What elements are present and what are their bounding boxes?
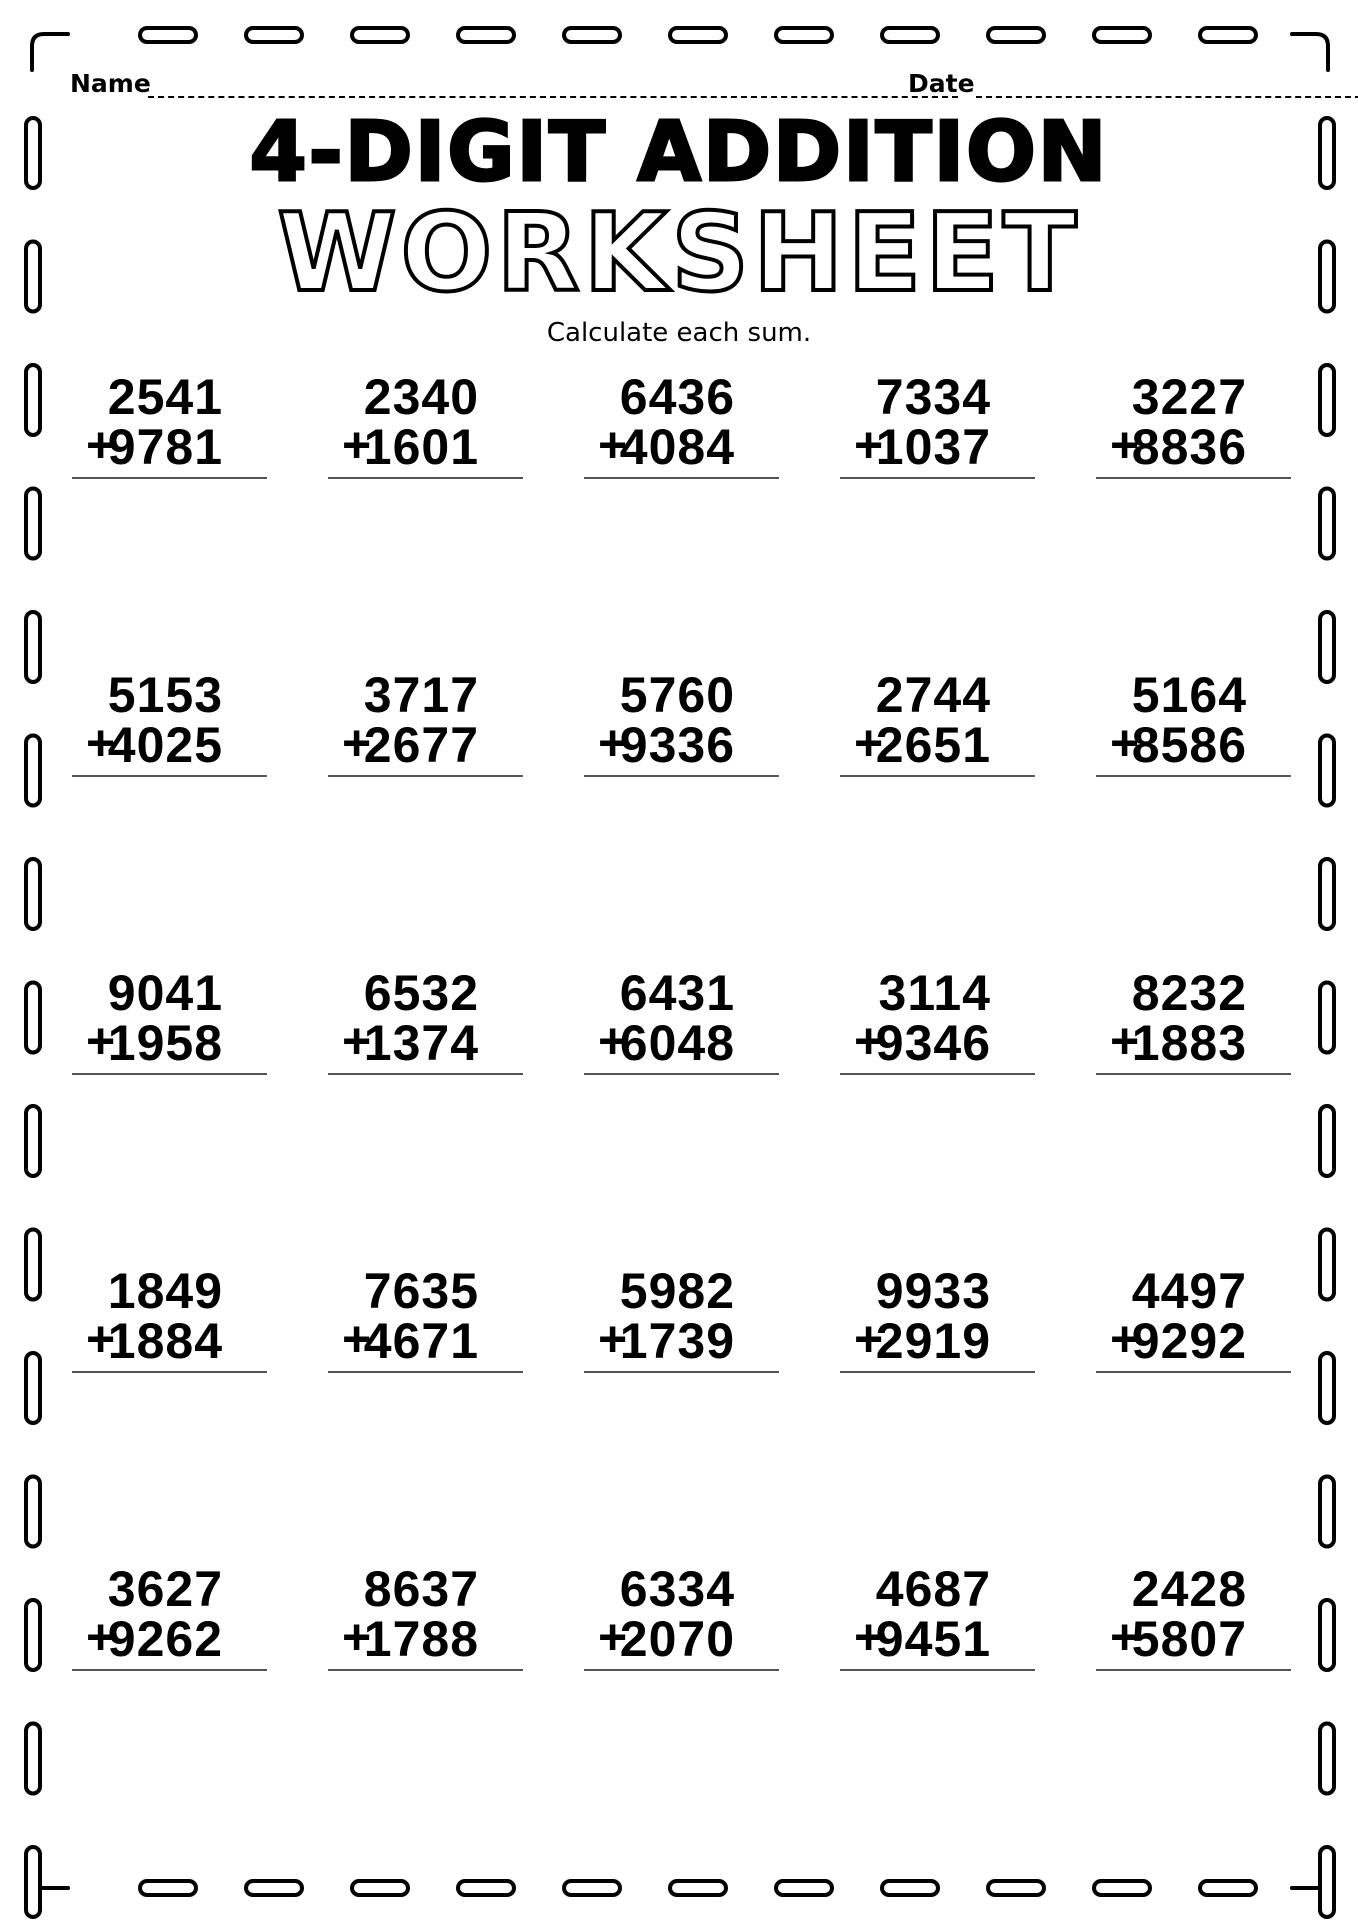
plus-sign: + <box>342 417 372 473</box>
border-dash <box>26 736 40 806</box>
top-addend: 5982 <box>619 1263 735 1319</box>
border-dash <box>458 28 514 42</box>
corner-bottom-right <box>1292 1852 1328 1888</box>
addition-problem <box>328 964 523 1180</box>
addition-problem <box>840 666 1035 882</box>
plus-sign: + <box>86 1609 116 1665</box>
border-dash <box>26 1600 40 1670</box>
border-dash <box>1320 489 1334 559</box>
corner-top-left <box>32 34 68 70</box>
top-addend: 4497 <box>1131 1263 1247 1319</box>
bottom-addend: 8586 <box>1131 717 1247 773</box>
border-dash <box>882 1881 938 1895</box>
answer-line[interactable] <box>584 1669 779 1671</box>
border-dash <box>1200 1881 1256 1895</box>
bottom-addend: 2651 <box>875 717 991 773</box>
border-dash <box>1094 1881 1150 1895</box>
border-dash <box>26 612 40 682</box>
top-addend: 9933 <box>875 1263 991 1319</box>
top-addend: 6436 <box>619 369 735 425</box>
border-dash <box>564 28 620 42</box>
top-addend: 2541 <box>107 369 223 425</box>
addition-problem <box>72 964 267 1180</box>
plus-sign: + <box>1110 1013 1140 1069</box>
addition-problem <box>584 368 779 584</box>
border-dash <box>776 1881 832 1895</box>
addition-problem <box>584 1560 779 1776</box>
addition-problem <box>840 1262 1035 1478</box>
addition-problem <box>840 368 1035 584</box>
border-dash <box>1320 983 1334 1053</box>
answer-line[interactable] <box>328 1371 523 1373</box>
bottom-addend: 9262 <box>107 1611 223 1667</box>
plus-sign: + <box>1110 1311 1140 1367</box>
bottom-addend: 2919 <box>875 1313 991 1369</box>
border-dash <box>352 28 408 42</box>
border-dash <box>140 1881 196 1895</box>
answer-line[interactable] <box>584 775 779 777</box>
addition-problem <box>72 666 267 882</box>
border-dash <box>26 365 40 435</box>
border-dash <box>1320 1600 1334 1670</box>
answer-line[interactable] <box>840 1073 1035 1075</box>
date-label: Date <box>908 69 975 98</box>
page-subtitle: WORKSHEET <box>277 191 1081 316</box>
answer-line[interactable] <box>328 775 523 777</box>
addition-problem <box>328 666 523 882</box>
bottom-addend: 9336 <box>619 717 735 773</box>
border-dash <box>988 28 1044 42</box>
answer-line[interactable] <box>840 1371 1035 1373</box>
plus-sign: + <box>1110 417 1140 473</box>
plus-sign: + <box>1110 715 1140 771</box>
top-addend: 9041 <box>107 965 223 1021</box>
top-addend: 3227 <box>1131 369 1247 425</box>
border-dash <box>1094 28 1150 42</box>
answer-line[interactable] <box>72 1371 267 1373</box>
top-addend: 5153 <box>107 667 223 723</box>
problem-grid <box>72 368 1294 1698</box>
page-title: 4-DIGIT ADDITION <box>249 105 1109 200</box>
top-addend: 5164 <box>1131 667 1247 723</box>
answer-line[interactable] <box>72 1669 267 1671</box>
name-label: Name <box>70 69 151 98</box>
border-dash <box>1200 28 1256 42</box>
plus-sign: + <box>342 1311 372 1367</box>
plus-sign: + <box>598 1609 628 1665</box>
addition-problem <box>72 1262 267 1478</box>
addition-problem <box>328 368 523 584</box>
addition-problem <box>584 1262 779 1478</box>
border-dash <box>26 859 40 929</box>
plus-sign: + <box>342 1609 372 1665</box>
top-addend: 1849 <box>107 1263 223 1319</box>
bottom-addend: 4084 <box>619 419 735 475</box>
addition-problem <box>328 1560 523 1776</box>
top-addend: 3114 <box>878 965 991 1021</box>
addition-problem <box>72 368 267 584</box>
border-dash <box>1320 1106 1334 1176</box>
plus-sign: + <box>598 1013 628 1069</box>
answer-line[interactable] <box>328 477 523 479</box>
answer-line[interactable] <box>1096 1371 1291 1373</box>
bottom-addend: 1788 <box>363 1611 479 1667</box>
border-dash <box>1320 1353 1334 1423</box>
bottom-addend: 1958 <box>107 1015 223 1071</box>
corner-bottom-left <box>32 1852 68 1888</box>
answer-line[interactable] <box>584 1073 779 1075</box>
border-dash <box>1320 1230 1334 1300</box>
plus-sign: + <box>854 1609 884 1665</box>
addition-problem <box>840 964 1035 1180</box>
border-dash <box>246 1881 302 1895</box>
border-dash <box>1320 736 1334 806</box>
border-dash <box>26 1230 40 1300</box>
plus-sign: + <box>598 1311 628 1367</box>
top-addend: 5760 <box>619 667 735 723</box>
instructions: Calculate each sum. <box>546 318 812 348</box>
top-addend: 7635 <box>363 1263 479 1319</box>
addition-problem <box>328 1262 523 1478</box>
answer-line[interactable] <box>328 1669 523 1671</box>
addition-problem <box>584 666 779 882</box>
top-addend: 7334 <box>875 369 991 425</box>
addition-problem <box>584 964 779 1180</box>
plus-sign: + <box>598 417 628 473</box>
top-addend: 2340 <box>363 369 479 425</box>
bottom-addend: 9292 <box>1131 1313 1247 1369</box>
addition-problem <box>1096 666 1291 882</box>
border-dash <box>670 28 726 42</box>
answer-line[interactable] <box>584 477 779 479</box>
plus-sign: + <box>342 715 372 771</box>
answer-line[interactable] <box>72 775 267 777</box>
border-dash <box>246 28 302 42</box>
addition-problem <box>72 1560 267 1776</box>
answer-line[interactable] <box>1096 477 1291 479</box>
border-dash <box>26 983 40 1053</box>
addition-problem <box>1096 1262 1291 1478</box>
top-addend: 8232 <box>1131 965 1247 1021</box>
border-dash <box>776 28 832 42</box>
border-dash <box>1320 859 1334 929</box>
answer-line[interactable] <box>840 775 1035 777</box>
border-dash <box>988 1881 1044 1895</box>
border-dash <box>882 28 938 42</box>
addition-problem <box>840 1560 1035 1776</box>
addition-problem <box>1096 1560 1291 1776</box>
border-dash <box>26 1724 40 1794</box>
answer-line[interactable] <box>1096 1669 1291 1671</box>
addition-problem <box>1096 368 1291 584</box>
plus-sign: + <box>86 1013 116 1069</box>
bottom-addend: 5807 <box>1131 1611 1247 1667</box>
plus-sign: + <box>342 1013 372 1069</box>
border-dash <box>26 1477 40 1547</box>
top-addend: 8637 <box>363 1561 479 1617</box>
bottom-addend: 4671 <box>363 1313 479 1369</box>
answer-line[interactable] <box>840 477 1035 479</box>
border-dash <box>458 1881 514 1895</box>
border-dash <box>1320 1847 1334 1917</box>
bottom-addend: 1884 <box>107 1313 223 1369</box>
plus-sign: + <box>854 417 884 473</box>
border-dash <box>26 1847 40 1917</box>
date-field[interactable] <box>976 96 1358 98</box>
top-addend: 6431 <box>619 965 735 1021</box>
answer-line[interactable] <box>72 477 267 479</box>
bottom-addend: 2070 <box>619 1611 735 1667</box>
border-dash <box>26 1106 40 1176</box>
plus-sign: + <box>598 715 628 771</box>
top-addend: 3717 <box>363 667 479 723</box>
plus-sign: + <box>86 715 116 771</box>
border-dash <box>670 1881 726 1895</box>
border-dash <box>26 1353 40 1423</box>
answer-line[interactable] <box>72 1073 267 1075</box>
plus-sign: + <box>854 1013 884 1069</box>
answer-line[interactable] <box>328 1073 523 1075</box>
bottom-addend: 1739 <box>619 1313 735 1369</box>
top-addend: 4687 <box>875 1561 991 1617</box>
answer-line[interactable] <box>584 1371 779 1373</box>
bottom-addend: 9451 <box>875 1611 991 1667</box>
plus-sign: + <box>86 417 116 473</box>
top-addend: 6532 <box>363 965 479 1021</box>
border-dash <box>1320 365 1334 435</box>
bottom-addend: 1601 <box>363 419 479 475</box>
answer-line[interactable] <box>840 1669 1035 1671</box>
answer-line[interactable] <box>1096 1073 1291 1075</box>
bottom-addend: 9346 <box>875 1015 991 1071</box>
corner-top-right <box>1292 34 1328 70</box>
border-dash <box>1320 1477 1334 1547</box>
bottom-addend: 1037 <box>875 419 991 475</box>
name-field[interactable] <box>148 96 958 98</box>
bottom-addend: 1883 <box>1131 1015 1247 1071</box>
plus-sign: + <box>86 1311 116 1367</box>
plus-sign: + <box>854 715 884 771</box>
header-row <box>70 66 1290 106</box>
answer-line[interactable] <box>1096 775 1291 777</box>
plus-sign: + <box>854 1311 884 1367</box>
top-addend: 2744 <box>875 667 991 723</box>
border-dash <box>564 1881 620 1895</box>
bottom-addend: 2677 <box>363 717 479 773</box>
border-dash <box>1320 612 1334 682</box>
bottom-addend: 8836 <box>1131 419 1247 475</box>
bottom-addend: 4025 <box>107 717 223 773</box>
border-dash <box>26 489 40 559</box>
plus-sign: + <box>1110 1609 1140 1665</box>
border-dash <box>140 28 196 42</box>
top-addend: 3627 <box>107 1561 223 1617</box>
addition-problem <box>1096 964 1291 1180</box>
top-addend: 6334 <box>619 1561 735 1617</box>
border-dash <box>352 1881 408 1895</box>
top-addend: 2428 <box>1131 1561 1247 1617</box>
bottom-addend: 6048 <box>619 1015 735 1071</box>
border-dash <box>1320 1724 1334 1794</box>
bottom-addend: 1374 <box>363 1015 479 1071</box>
bottom-addend: 9781 <box>107 419 223 475</box>
